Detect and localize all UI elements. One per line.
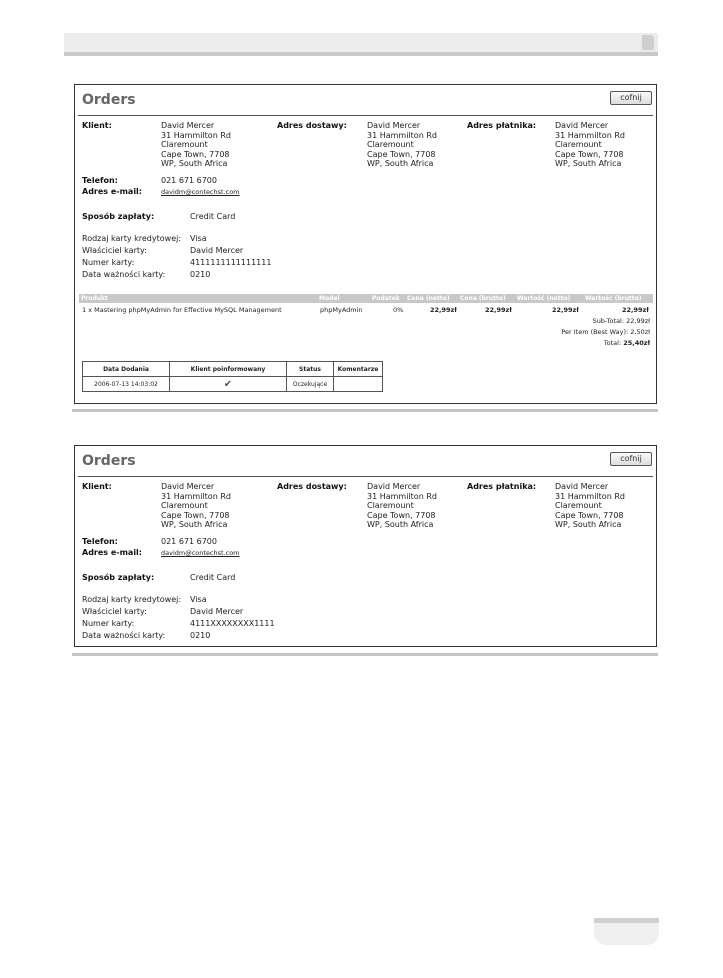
address-line: 31 Hammilton Rd [367, 130, 437, 140]
billing-address [555, 121, 625, 169]
address-line: Claremount [161, 140, 208, 150]
product-total-gross: 22,99zł [622, 306, 649, 314]
address-line: Claremount [161, 501, 208, 511]
table-row [83, 377, 383, 392]
payment-label: Sposób zapłaty: [82, 212, 155, 221]
address-line: 31 Hammilton Rd [161, 491, 231, 501]
address-line: 31 Hammilton Rd [161, 130, 231, 140]
card-type-value: Visa [190, 595, 207, 604]
payment-label: Sposób zapłaty: [82, 573, 155, 582]
column-header-date: Data Dodania [83, 362, 170, 377]
orders-panel-masked [74, 445, 657, 647]
client-label: Klient: [82, 482, 112, 491]
page-title: Orders [82, 92, 136, 108]
card-expiry-label: Data ważności karty: [82, 270, 166, 279]
subtotal: Sub-Total: 22,99zł [592, 317, 650, 325]
phone-value: 021 671 6700 [161, 537, 217, 546]
page-title: Orders [82, 453, 136, 469]
panel-divider [72, 409, 658, 412]
back-button[interactable]: cofnij [610, 452, 652, 466]
client-address [161, 121, 231, 169]
panel-divider [72, 653, 658, 656]
total-value: 25,40zł [623, 339, 650, 347]
orders-panel-full [74, 84, 657, 404]
email-link[interactable]: davidm@contechst.com [161, 188, 240, 196]
card-expiry-label: Data ważności karty: [82, 631, 166, 640]
header-rule [64, 52, 658, 56]
address-line: David Mercer [367, 482, 421, 491]
email-link[interactable]: davidm@contechst.com [161, 549, 240, 557]
back-button[interactable]: cofnij [610, 91, 652, 105]
delivery-label: Adres dostawy: [277, 482, 347, 491]
address-line: David Mercer [161, 482, 215, 491]
product-price-gross: 22,99zł [485, 306, 512, 314]
column-header-price-gross: Cena (brutto) [460, 295, 506, 302]
history-date: 2006-07-13 14:03:02 [83, 377, 170, 392]
card-number-value: 4111XXXXXXXX1111 [190, 619, 275, 628]
address-line: 31 Hammilton Rd [367, 491, 437, 501]
checkmark-icon: ✔ [223, 378, 233, 390]
address-line: WP, South Africa [161, 520, 228, 530]
column-header-status: Status [287, 362, 334, 377]
address-line: WP, South Africa [367, 159, 434, 169]
page-number-tab [594, 918, 659, 945]
address-line: WP, South Africa [555, 159, 622, 169]
card-type-label: Rodzaj karty kredytowej: [82, 595, 182, 604]
product-model: phpMyAdmin [320, 306, 363, 314]
address-line: David Mercer [555, 121, 609, 130]
column-header-notified: Klient poinformowany [170, 362, 287, 377]
history-comments [334, 377, 383, 392]
page-header-bar [64, 33, 658, 52]
product-price-net: 22,99zł [430, 306, 457, 314]
delivery-address [367, 121, 437, 169]
address-line: David Mercer [161, 121, 215, 130]
billing-address [555, 482, 625, 530]
address-line: WP, South Africa [161, 159, 228, 169]
total-label: Total: [603, 339, 622, 347]
client-address [161, 482, 231, 530]
card-number-label: Numer karty: [82, 258, 135, 267]
delivery-address [367, 482, 437, 530]
phone-label: Telefon: [82, 537, 118, 546]
address-line: Claremount [555, 140, 602, 150]
card-owner-value: David Mercer [190, 607, 244, 616]
products-table-header [79, 294, 653, 303]
address-line: WP, South Africa [367, 520, 434, 530]
column-header-comments: Komentarze [334, 362, 383, 377]
address-line: Cape Town, 7708 [555, 510, 624, 520]
address-line: David Mercer [555, 482, 609, 491]
address-line: Cape Town, 7708 [367, 149, 436, 159]
email-label: Adres e-mail: [82, 187, 142, 196]
address-line: 31 Hammilton Rd [555, 491, 625, 501]
status-history-table [82, 361, 383, 392]
address-line: Claremount [367, 140, 414, 150]
table-header-row [83, 362, 383, 377]
client-label: Klient: [82, 121, 112, 130]
address-line: Cape Town, 7708 [367, 510, 436, 520]
product-total-net: 22,99zł [552, 306, 579, 314]
column-header-tax: Podatek [372, 295, 400, 302]
email-label: Adres e-mail: [82, 548, 142, 557]
product-tax: 0% [393, 306, 404, 314]
address-line: 31 Hammilton Rd [555, 130, 625, 140]
order-total [604, 339, 650, 347]
address-line: Cape Town, 7708 [161, 510, 230, 520]
title-divider [78, 476, 653, 477]
card-owner-label: Właściciel karty: [82, 607, 147, 616]
card-type-label: Rodzaj karty kredytowej: [82, 234, 182, 243]
payment-value: Credit Card [190, 573, 236, 582]
delivery-label: Adres dostawy: [277, 121, 347, 130]
column-header-product: Produkt [81, 295, 108, 302]
card-owner-label: Właściciel karty: [82, 246, 147, 255]
phone-label: Telefon: [82, 176, 118, 185]
column-header-model: Model [319, 295, 340, 302]
column-header-price-net: Cena (netto) [407, 295, 450, 302]
address-line: Claremount [367, 501, 414, 511]
card-expiry-value: 0210 [190, 631, 211, 640]
address-line: Cape Town, 7708 [161, 149, 230, 159]
card-expiry-value: 0210 [190, 270, 211, 279]
column-header-total-net: Wartość (netto) [517, 295, 571, 302]
history-notified [170, 377, 287, 392]
billing-label: Adres płatnika: [467, 482, 537, 491]
payment-value: Credit Card [190, 212, 236, 221]
shipping-cost: Per Item (Best Way): 2,50zł [561, 328, 650, 336]
column-header-total-gross: Wartość (brutto) [585, 295, 642, 302]
address-line: David Mercer [367, 121, 421, 130]
card-number-label: Numer karty: [82, 619, 135, 628]
history-status: Oczekujące [287, 377, 334, 392]
billing-label: Adres płatnika: [467, 121, 537, 130]
card-type-value: Visa [190, 234, 207, 243]
title-divider [78, 115, 653, 116]
page-corner-tab [642, 35, 654, 50]
phone-value: 021 671 6700 [161, 176, 217, 185]
product-name: 1 x Mastering phpMyAdmin for Effective MySQL Management [82, 306, 282, 314]
address-line: Claremount [555, 501, 602, 511]
address-line: Cape Town, 7708 [555, 149, 624, 159]
card-owner-value: David Mercer [190, 246, 244, 255]
card-number-value: 4111111111111111 [190, 258, 272, 267]
address-line: WP, South Africa [555, 520, 622, 530]
